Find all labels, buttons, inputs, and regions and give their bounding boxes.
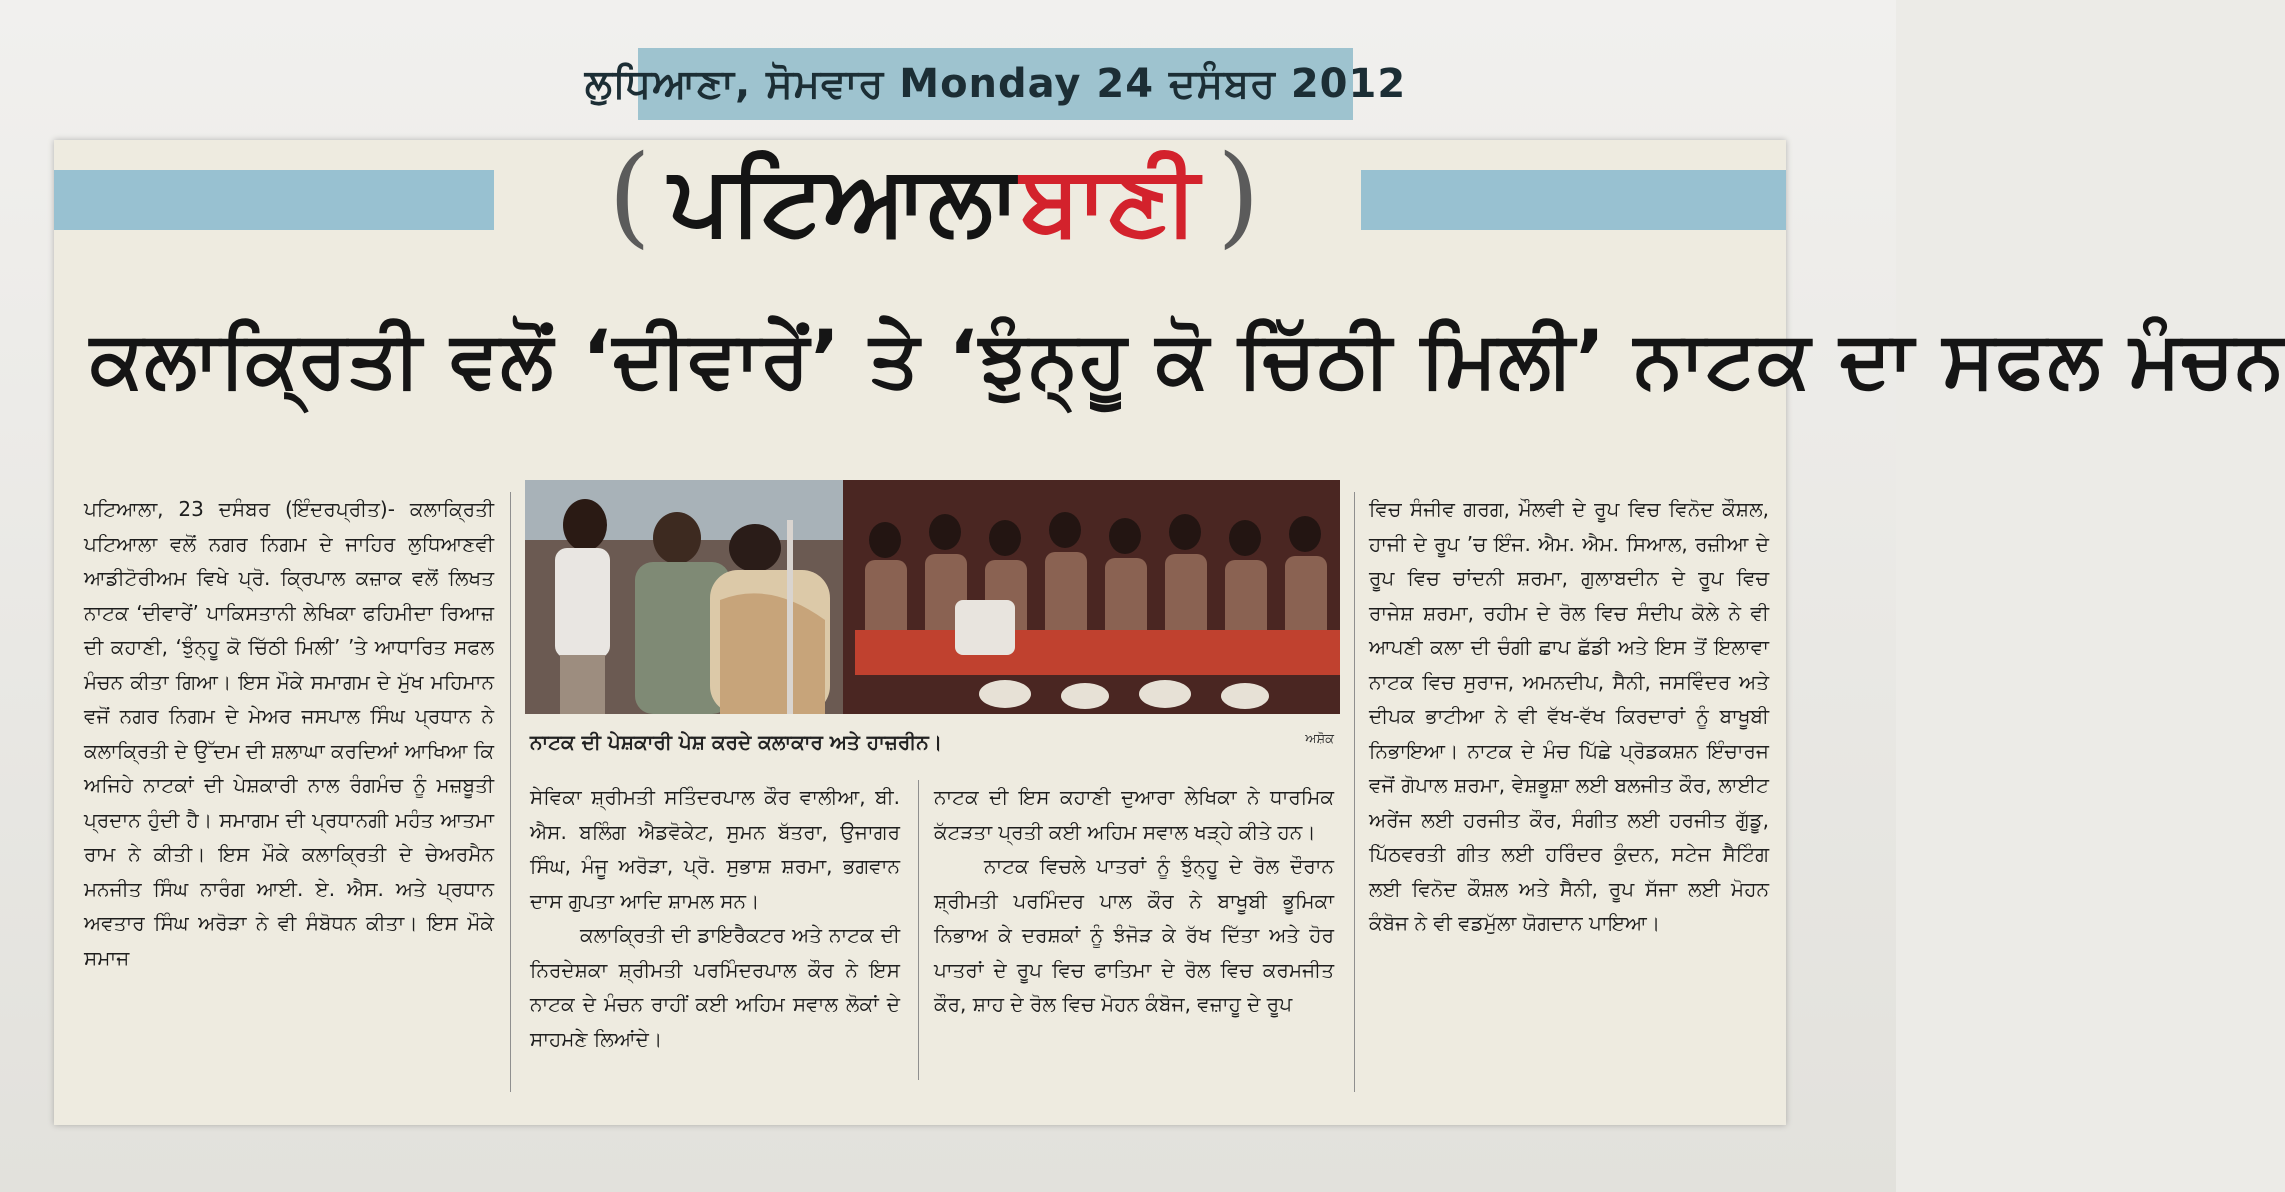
column-divider bbox=[1354, 492, 1355, 1092]
column-3-paragraph: ਨਾਟਕ ਦੀ ਇਸ ਕਹਾਣੀ ਦੁਆਰਾ ਲੇਖਿਕਾ ਨੇ ਧਾਰਮਿਕ ਕੱਟੜਤਾ ਪ੍ਰਤੀ ਕਈ ਅਹਿਮ ਸਵਾਲ ਖੜ੍ਹੇ ਕੀਤੇ ਹਨ। bbox=[934, 785, 1334, 844]
article-headline: ਕਲਾਕ੍ਰਿਤੀ ਵਲੋਂ ‘ਦੀਵਾਰੇਂ’ ਤੇ ‘ਝੁੰਨ੍ਹੂ ਕੋ ਚਿੱਠੀ ਮਿਲੀ’ ਨਾਟਕ ਦਾ ਸਫਲ ਮੰਚਨ bbox=[90, 315, 2285, 405]
column-3-paragraph: ਨਾਟਕ ਵਿਚਲੇ ਪਾਤਰਾਂ ਨੂੰ ਝੁੰਨ੍ਹੂ ਦੇ ਰੋਲ ਦੌਰਾਨ ਸ਼੍ਰੀਮਤੀ ਪਰਮਿੰਦਰ ਪਾਲ ਕੌਰ ਨੇ ਬਾਖੂਬੀ ਭੂਮਿਕਾ ਨਿਭਾਅ ਕੇ ਦਰਸ਼ਕਾਂ ਨੂੰ ਝੰਜੋੜ ਕੇ ਰੱਖ ਦਿੱਤਾ ਅਤੇ ਹੋਰ ਪਾਤਰਾਂ ਦੇ ਰੂਪ ਵਿਚ ਫਾਤਿਮਾ ਦੇ ਰੋਲ ਵਿਚ ਕਰਮਜੀਤ ਕੌਰ, ਸ਼ਾਹ ਦੇ ਰੋਲ ਵਿਚ ਮੋਹਨ ਕੰਬੋਜ, ਵਜ਼ਾਹੂ ਦੇ ਰੂਪ bbox=[934, 854, 1334, 1016]
column-1-paragraph: ਪਟਿਆਲਾ, 23 ਦਸੰਬਰ (ਇੰਦਰਪ੍ਰੀਤ)- ਕਲਾਕ੍ਰਿਤੀ ਪਟਿਆਲਾ ਵਲੋਂ ਨਗਰ ਨਿਗਮ ਦੇ ਜਾਹਿਰ ਲੁਧਿਆਣਵੀ ਆਡੀਟੋਰੀਅਮ ਵਿਖੇ ਪ੍ਰੋ. ਕ੍ਰਿਪਾਲ ਕਜ਼ਾਕ ਵਲੋਂ ਲਿਖਤ ਨਾਟਕ ‘ਦੀਵਾਰੇਂ’ ਪਾਕਿਸਤਾਨੀ ਲੇਖਿਕਾ ਫਹਿਮੀਦਾ ਰਿਆਜ਼ ਦੀ ਕਹਾਣੀ, ‘ਝੁੰਨ੍ਹੂ ਕੋ ਚਿੱਠੀ ਮਿਲੀ’ ’ਤੇ ਆਧਾਰਿਤ ਸਫਲ ਮੰਚਨ ਕੀਤਾ ਗਿਆ। ਇਸ ਮੌਕੇ ਸਮਾਗਮ ਦੇ ਮੁੱਖ ਮਹਿਮਾਨ ਵਜੋਂ ਨਗਰ ਨਿਗਮ ਦੇ ਮੇਅਰ ਜਸਪਾਲ ਸਿੰਘ ਪ੍ਰਧਾਨ ਨੇ ਕਲਾਕ੍ਰਿਤੀ ਦੇ ਉੱਦਮ ਦੀ ਸ਼ਲਾਘਾ ਕਰਦਿਆਂ ਆਖਿਆ ਕਿ ਅਜਿਹੇ ਨਾਟਕਾਂ ਦੀ ਪੇਸ਼ਕਾਰੀ ਨਾਲ ਰੰਗਮੰਚ ਨੂੰ ਮਜ਼ਬੂਤੀ ਪ੍ਰਦਾਨ ਹੁੰਦੀ ਹੈ। ਸਮਾਗਮ ਦੀ ਪ੍ਰਧਾਨਗੀ ਮਹੰਤ ਆਤਮਾ ਰਾਮ ਨੇ ਕੀਤੀ। ਇਸ ਮੌਕੇ ਕਲਾਕ੍ਰਿਤੀ ਦੇ ਚੇਅਰਮੈਨ ਮਨਜੀਤ ਸਿੰਘ ਨਾਰੰਗ ਆਈ. ਏ. ਐਸ. ਅਤੇ ਪ੍ਰਧਾਨ ਅਵਤਾਰ ਸਿੰਘ ਅਰੋੜਾ ਨੇ ਵੀ ਸੰਬੋਧਨ ਕੀਤਾ। ਇਸ ਮੌਕੇ ਸਮਾਜ bbox=[84, 497, 494, 970]
article-column-1 bbox=[84, 492, 494, 1112]
photo-illustration bbox=[525, 480, 1340, 714]
column-2-paragraph: ਸੇਵਿਕਾ ਸ਼੍ਰੀਮਤੀ ਸਤਿੰਦਰਪਾਲ ਕੌਰ ਵਾਲੀਆ, ਬੀ. ਐਸ. ਬਲਿੰਗ ਐਡਵੋਕੇਟ, ਸੁਮਨ ਬੱਤਰਾ, ਉਜਾਗਰ ਸਿੰਘ, ਮੰਜੂ ਅਰੋੜਾ, ਪ੍ਰੋ. ਸੁਭਾਸ਼ ਸ਼ਰਮਾ, ਭਗਵਾਨ ਦਾਸ ਗੁਪਤਾ ਆਦਿ ਸ਼ਾਮਲ ਸਨ। bbox=[530, 785, 900, 913]
photo-caption: ਨਾਟਕ ਦੀ ਪੇਸ਼ਕਾਰੀ ਪੇਸ਼ ਕਰਦੇ ਕਲਾਕਾਰ ਅਤੇ ਹਾਜ਼ਰੀਨ। bbox=[530, 730, 943, 754]
masthead-band-right bbox=[1361, 170, 1786, 230]
column-2-paragraph: ਕਲਾਕ੍ਰਿਤੀ ਦੀ ਡਾਇਰੈਕਟਰ ਅਤੇ ਨਾਟਕ ਦੀ ਨਿਰਦੇਸ਼ਕਾ ਸ਼੍ਰੀਮਤੀ ਪਰਮਿੰਦਰਪਾਲ ਕੌਰ ਨੇ ਇਸ ਨਾਟਕ ਦੇ ਮੰਚਨ ਰਾਹੀਂ ਕਈ ਅਹਿਮ ਸਵਾਲ ਲੋਕਾਂ ਦੇ ਸਾਹਮਣੇ ਲਿਆਂਦੇ। bbox=[530, 923, 900, 1051]
masthead-name-red: ਬਾਣੀ bbox=[1020, 144, 1199, 256]
masthead-name-black: ਪਟਿਆਲਾ bbox=[669, 144, 1021, 256]
masthead-title bbox=[669, 144, 1199, 256]
masthead bbox=[474, 131, 1394, 260]
article-photo bbox=[525, 480, 1340, 714]
column-4-paragraph: ਵਿਚ ਸੰਜੀਵ ਗਰਗ, ਮੌਲਵੀ ਦੇ ਰੂਪ ਵਿਚ ਵਿਨੋਦ ਕੌਸ਼ਲ, ਹਾਜੀ ਦੇ ਰੂਪ ’ਚ ਇੰਜ. ਐਮ. ਐਮ. ਸਿਆਲ, ਰਜ਼ੀਆ ਦੇ ਰੂਪ ਵਿਚ ਚਾਂਦਨੀ ਸ਼ਰਮਾ, ਗੁਲਾਬਦੀਨ ਦੇ ਰੂਪ ਵਿਚ ਰਾਜੇਸ਼ ਸ਼ਰਮਾ, ਰਹੀਮ ਦੇ ਰੋਲ ਵਿਚ ਸੰਦੀਪ ਕੋਲੇ ਨੇ ਵੀ ਆਪਣੀ ਕਲਾ ਦੀ ਚੰਗੀ ਛਾਪ ਛੱਡੀ ਅਤੇ ਇਸ ਤੋਂ ਇਲਾਵਾ ਨਾਟਕ ਵਿਚ ਸੁਰਾਜ, ਅਮਨਦੀਪ, ਸੈਨੀ, ਜਸਵਿੰਦਰ ਅਤੇ ਦੀਪਕ ਭਾਟੀਆ ਨੇ ਵੀ ਵੱਖ-ਵੱਖ ਕਿਰਦਾਰਾਂ ਨੂੰ ਬਾਖੂਬੀ ਨਿਭਾਇਆ। ਨਾਟਕ ਦੇ ਮੰਚ ਪਿੱਛੇ ਪ੍ਰੋਡਕਸ਼ਨ ਇੰਚਾਰਜ ਵਜੋਂ ਗੋਪਾਲ ਸ਼ਰਮਾ, ਵੇਸ਼ਭੂਸ਼ਾ ਲਈ ਬਲਜੀਤ ਕੌਰ, ਲਾਈਟ ਅਰੇਂਜ ਲਈ ਹਰਜੀਤ ਕੌਰ, ਸੰਗੀਤ ਲਈ ਹਰਜੀਤ ਗੁੱਡੂ, ਪਿੱਠਵਰਤੀ ਗੀਤ ਲਈ ਹਰਿੰਦਰ ਕੁੰਦਨ, ਸਟੇਜ ਸੈਟਿੰਗ ਲਈ ਵਿਨੋਦ ਕੌਸ਼ਲ ਅਤੇ ਸੈਨੀ, ਰੂਪ ਸੱਜਾ ਲਈ ਮੋਹਨ ਕੰਬੋਜ ਨੇ ਵੀ ਵਡਮੁੱਲਾ ਯੋਗਦਾਨ ਪਾਇਆ। bbox=[1369, 497, 1769, 935]
masthead-band-left bbox=[54, 170, 494, 230]
newspaper-clipping bbox=[54, 131, 2285, 1125]
column-divider bbox=[510, 492, 511, 1092]
article-column-2 bbox=[530, 780, 900, 1080]
date-strip: ਲੁਧਿਆਣਾ, ਸੋਮਵਾਰ Monday 24 ਦਸੰਬਰ 2012 bbox=[638, 48, 1353, 120]
article-column-4 bbox=[1369, 492, 1769, 1092]
column-divider bbox=[918, 780, 919, 1080]
article-column-3 bbox=[934, 780, 1334, 1080]
photo-credit: ਅਸ਼ੋਕ bbox=[1305, 732, 1334, 747]
masthead-paren-open: ( bbox=[608, 131, 652, 259]
masthead-paren-close: ) bbox=[1216, 131, 1260, 259]
